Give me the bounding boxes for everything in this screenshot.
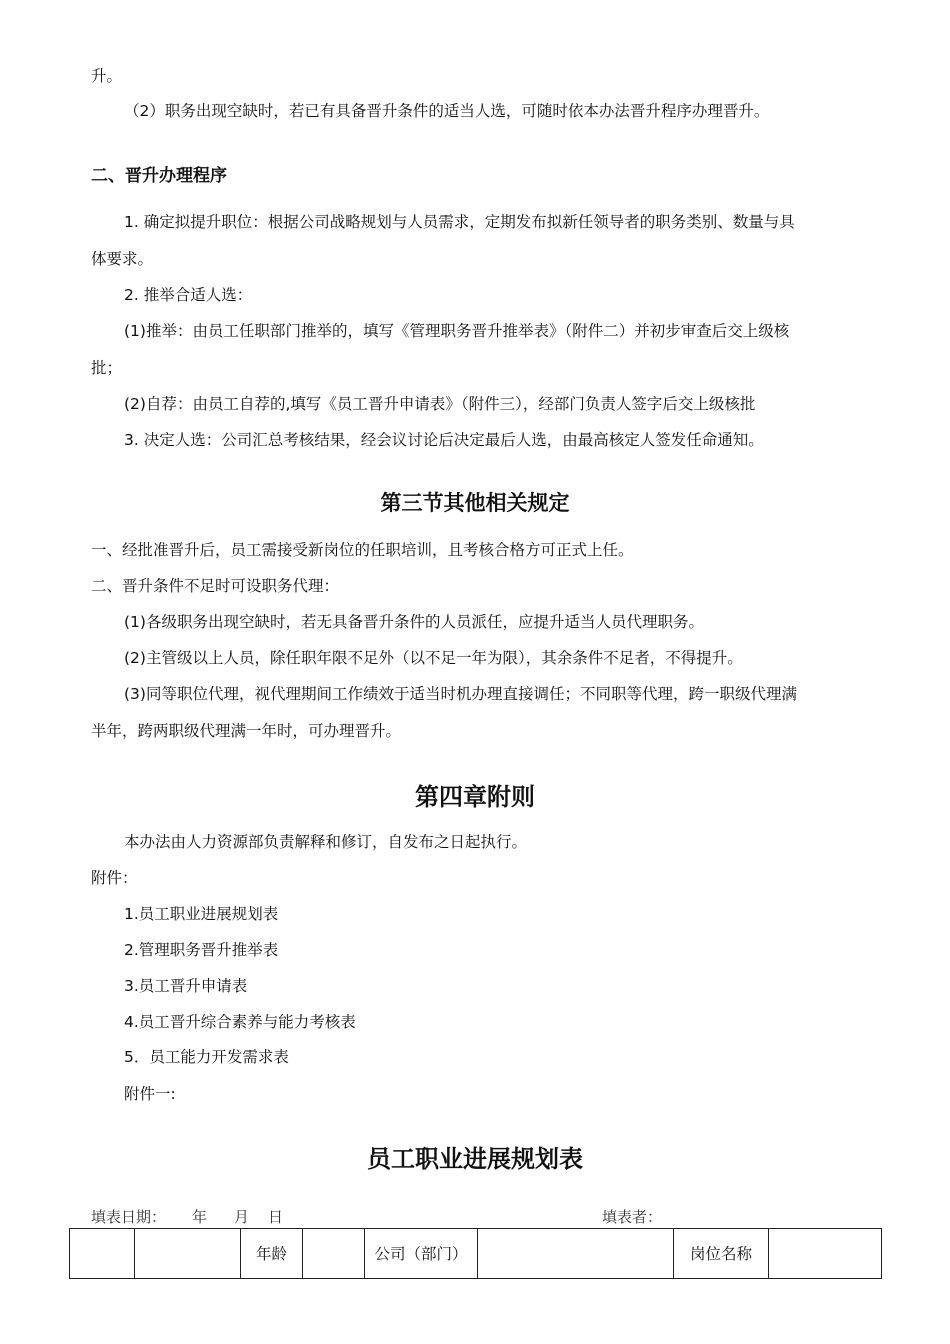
table-cell-age-label: 年龄 [241, 1229, 303, 1279]
text-line: (3)同等职位代理，视代理期间工作绩效于适当时机办理直接调任；不同职等代理，跨一职级代理满 [124, 685, 797, 703]
text-line: 附件： [91, 869, 138, 887]
date-label: 填表日期： [91, 1208, 167, 1226]
text-line: (2)自荐：由员工自荐的,填写《员工晋升申请表》（附件三），经部门负责人签字后交上级核批 [124, 395, 756, 413]
text-line: 批； [91, 359, 123, 377]
form-title: 员工职业进展规划表 [367, 1145, 583, 1173]
text-line: (1)推举：由员工任职部门推举的，填写《管理职务晋升推举表》（附件二）并初步审查后交上级核 [124, 322, 790, 340]
table-cell-position-label: 岗位名称 [674, 1229, 769, 1279]
table-row [70, 1229, 882, 1279]
attachment-item: 3.员工晋升申请表 [124, 977, 248, 995]
year-label: 年 [192, 1208, 208, 1226]
attachment-item: 5．员工能力开发需求表 [124, 1048, 289, 1066]
text-line: (2)主管级以上人员，除任职年限不足外（以不足一年为限），其余条件不足者，不得提升。 [124, 649, 743, 667]
table-cell [478, 1229, 674, 1279]
text-line: 2. 推举合适人选： [124, 286, 253, 304]
attachment-item: 2.管理职务晋升推举表 [124, 941, 279, 959]
text-line: 体要求。 [91, 250, 154, 268]
chapter-title: 第四章附则 [415, 783, 535, 811]
career-plan-table [69, 1228, 882, 1279]
table-cell [769, 1229, 882, 1279]
table-cell [70, 1229, 135, 1279]
text-line: 本办法由人力资源部负责解释和修订，自发布之日起执行。 [124, 833, 528, 851]
text-line: 半年，跨两职级代理满一年时，可办理晋升。 [91, 722, 402, 740]
text-line: 1. 确定拟提升职位：根据公司战略规划与人员需求，定期发布拟新任领导者的职务类别、数量与具 [124, 213, 795, 231]
table-cell [303, 1229, 365, 1279]
attachment-item: 4.员工晋升综合素养与能力考核表 [124, 1013, 356, 1031]
text-line: 附件一: [124, 1085, 176, 1103]
section-heading: 二、晋升办理程序 [91, 166, 227, 186]
table-cell [135, 1229, 241, 1279]
month-label: 月 [234, 1208, 250, 1226]
text-line: 升。 [91, 67, 123, 85]
text-line: 一、经批准晋升后，员工需接受新岗位的任职培训，且考核合格方可正式上任。 [91, 541, 634, 559]
section-title: 第三节其他相关规定 [380, 491, 570, 515]
text-line: （2）职务出现空缺时，若已有具备晋升条件的适当人选，可随时依本办法晋升程序办理晋升。 [124, 102, 770, 120]
text-line: 3. 决定人选：公司汇总考核结果，经会议讨论后决定最后人选，由最高核定人签发任命通知。 [124, 431, 764, 449]
day-label: 日 [268, 1208, 284, 1226]
filler-label: 填表者： [602, 1208, 663, 1226]
attachment-item: 1.员工职业进展规划表 [124, 905, 279, 923]
text-line: 二、晋升条件不足时可设职务代理： [91, 577, 340, 595]
text-line: (1)各级职务出现空缺时，若无具备晋升条件的人员派任，应提升适当人员代理职务。 [124, 613, 704, 631]
table-cell-company-label: 公司（部门） [365, 1229, 478, 1279]
